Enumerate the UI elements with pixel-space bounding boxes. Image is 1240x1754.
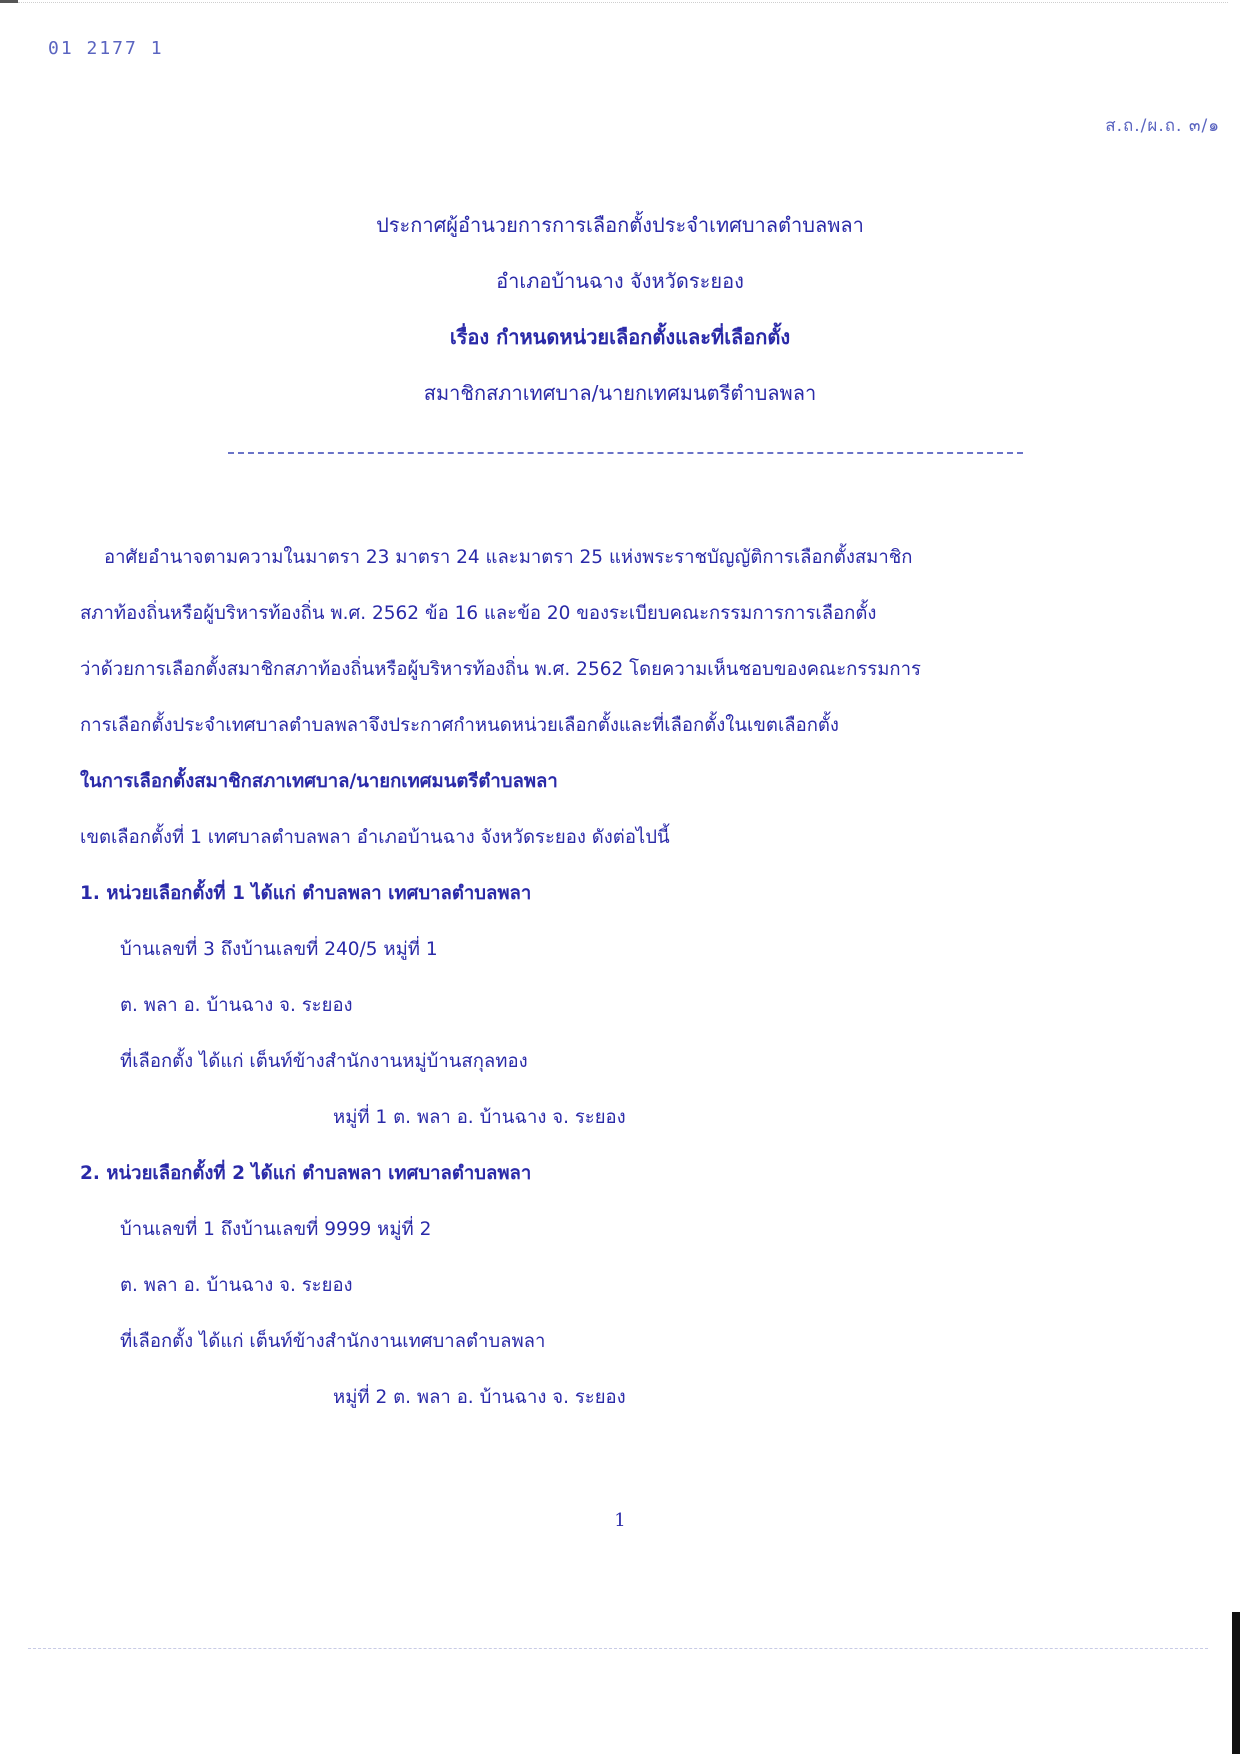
unit-area: ต. พลา อ. บ้านฉาง จ. ระยอง <box>120 995 353 1016</box>
unit-houses: บ้านเลขที่ 1 ถึงบ้านเลขที่ 9999 หมู่ที่ 2 <box>120 1219 432 1240</box>
unit-heading: 1. หน่วยเลือกตั้งที่ 1 ได้แก่ ตำบลพลา เทศบาลตำบลพลา <box>80 883 532 904</box>
paragraph-line: อาศัยอำนาจตามความในมาตรา 23 มาตรา 24 และมาตรา 25 แห่งพระราชบัญญัติการเลือกตั้งสมาชิก <box>104 547 913 568</box>
unit-polling-address: หมู่ที่ 1 ต. พลา อ. บ้านฉาง จ. ระยอง <box>333 1107 626 1128</box>
title-line-2: อำเภอบ้านฉาง จังหวัดระยอง <box>496 269 744 293</box>
paragraph-line: ในการเลือกตั้งสมาชิกสภาเทศบาล/นายกเทศมนตรีตำบลพลา <box>80 771 558 792</box>
announcement-body <box>80 540 1240 1436</box>
title-line-1: ประกาศผู้อำนวยการการเลือกตั้งประจำเทศบาลตำบลพลา <box>376 213 864 237</box>
scan-corner-mark <box>0 0 18 3</box>
paragraph-line: ว่าด้วยการเลือกตั้งสมาชิกสภาท้องถิ่นหรือผู้บริหารท้องถิ่น พ.ศ. 2562 โดยความเห็นชอบของคณะกรรมการ <box>80 659 921 680</box>
unit-polling-place: ที่เลือกตั้ง ได้แก่ เต็นท์ข้างสำนักงานหมู่บ้านสกุลทอง <box>120 1051 528 1072</box>
title-divider <box>228 452 1023 454</box>
bottom-scan-line <box>28 1648 1208 1649</box>
announcement-title <box>0 208 1240 432</box>
paragraph-line: การเลือกตั้งประจำเทศบาลตำบลพลาจึงประกาศกำหนดหน่วยเลือกตั้งและที่เลือกตั้งในเขตเลือกตั้ง <box>80 715 839 736</box>
title-line-4: สมาชิกสภาเทศบาล/นายกเทศมนตรีตำบลพลา <box>423 381 817 405</box>
unit-heading: 2. หน่วยเลือกตั้งที่ 2 ได้แก่ ตำบลพลา เทศบาลตำบลพลา <box>80 1163 532 1184</box>
scan-edge-bar <box>1232 1612 1240 1754</box>
document-code: 01 2177 1 <box>48 38 164 59</box>
form-code: ส.ถ./ผ.ถ. ๓/๑ <box>1105 116 1220 136</box>
district-line: เขตเลือกตั้งที่ 1 เทศบาลตำบลพลา อำเภอบ้านฉาง จังหวัดระยอง ดังต่อไปนี้ <box>80 827 670 848</box>
unit-area: ต. พลา อ. บ้านฉาง จ. ระยอง <box>120 1275 353 1296</box>
unit-houses: บ้านเลขที่ 3 ถึงบ้านเลขที่ 240/5 หมู่ที่ 1 <box>120 939 438 960</box>
top-scan-edge <box>18 2 1228 3</box>
unit-polling-address: หมู่ที่ 2 ต. พลา อ. บ้านฉาง จ. ระยอง <box>333 1387 626 1408</box>
paragraph-line: สภาท้องถิ่นหรือผู้บริหารท้องถิ่น พ.ศ. 2562 ข้อ 16 และข้อ 20 ของระเบียบคณะกรรมการการเลือกตั้ง <box>80 603 877 624</box>
page-number: 1 <box>614 1510 626 1531</box>
unit-polling-place: ที่เลือกตั้ง ได้แก่ เต็นท์ข้างสำนักงานเทศบาลตำบลพลา <box>120 1331 546 1352</box>
title-subject: เรื่อง กำหนดหน่วยเลือกตั้งและที่เลือกตั้ง <box>449 325 791 349</box>
